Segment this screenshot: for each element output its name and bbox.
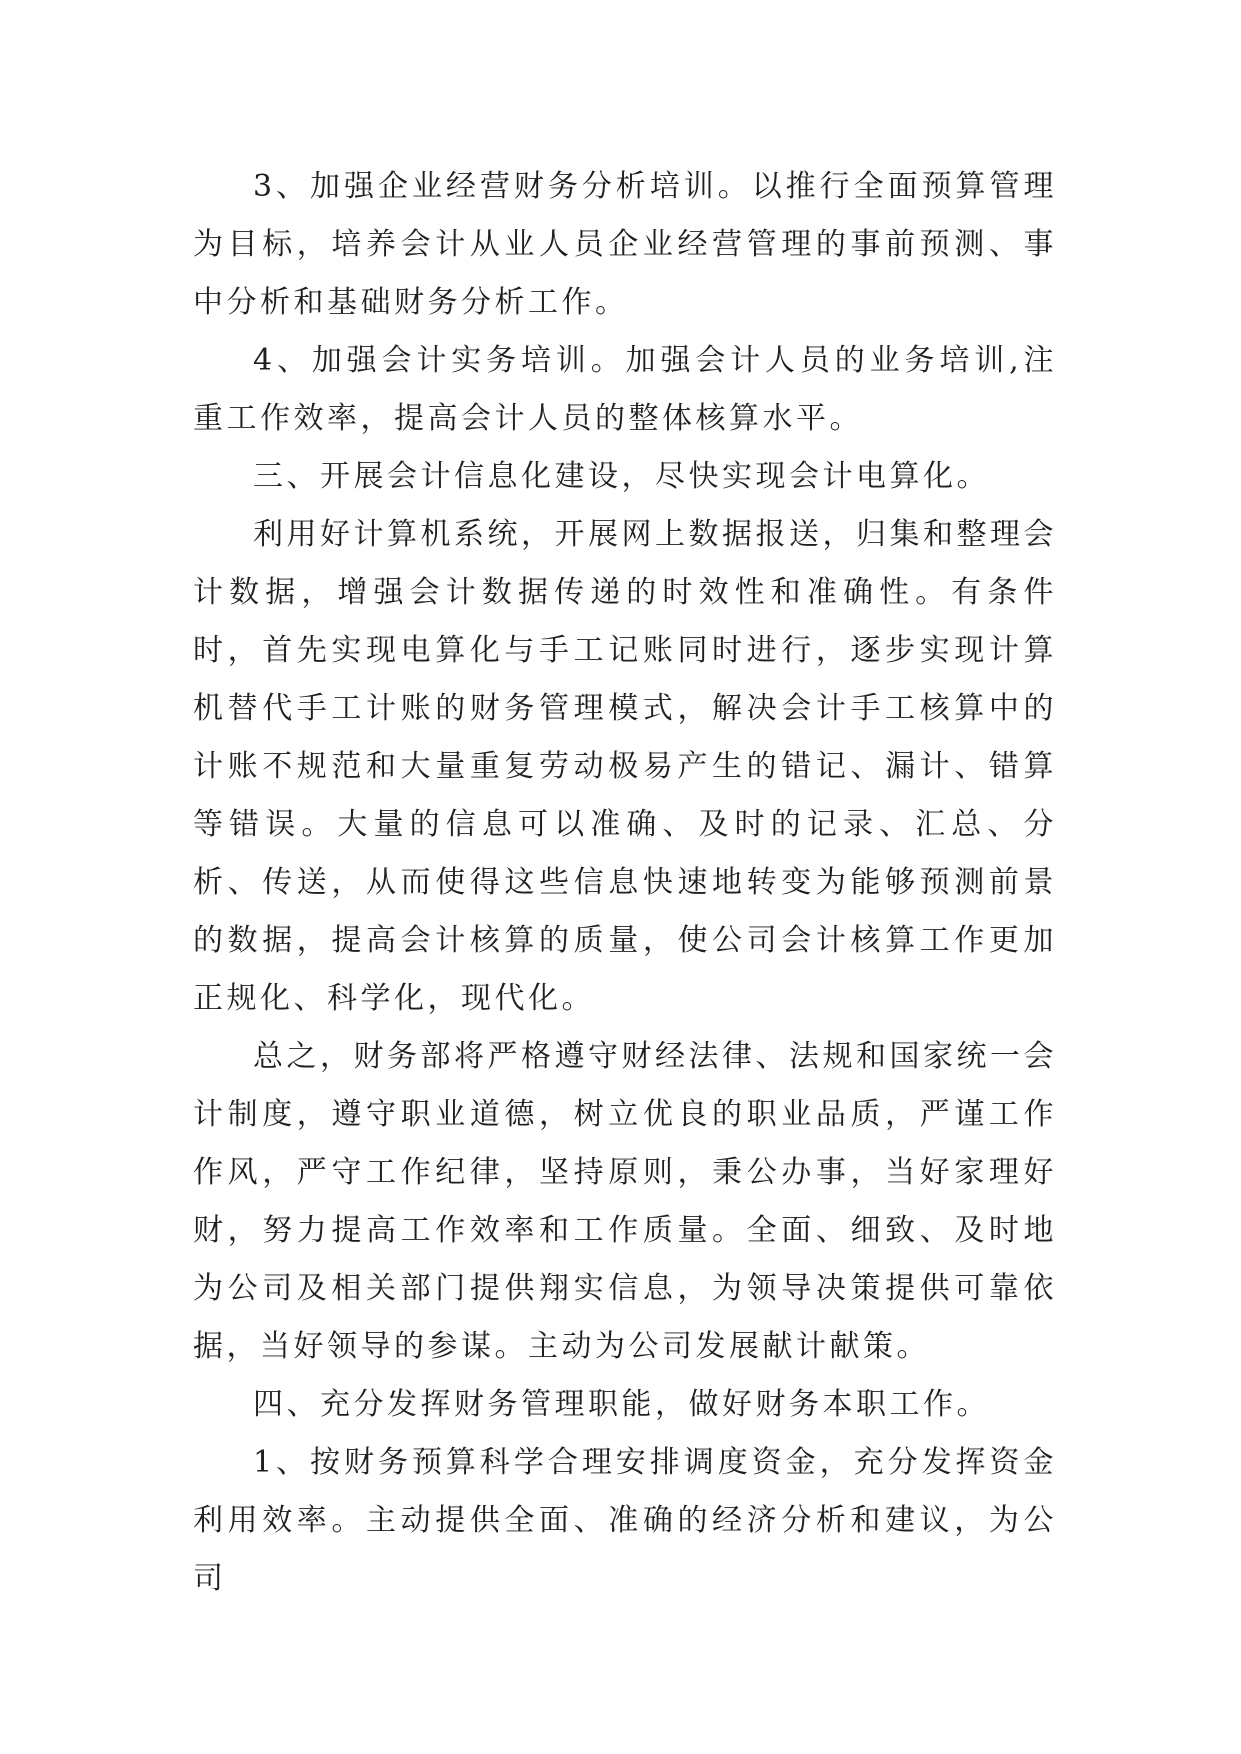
section-heading-informatization: 三、开展会计信息化建设，尽快实现会计电算化。 bbox=[253, 459, 990, 494]
paragraph-computerization: 利用好计算机系统，开展网上数据报送，归集和整理会计数据，增强会计数据传递的时效性和准确性。有条件时，首先实现电算化与手工记账同时进行，逐步实现计算机替代手工计账的财务管理模式，解决会计手工核算中的计账不规范和大量重复劳动极易产生的错记、漏计、错算等错误。大量的信息可以准确、及时的记录、汇总、分析、传送，从而使得这些信息快速地转变为能够预测前景的数据，提高会计核算的质量，使公司会计核算工作更加正规化、科学化，现代化。 bbox=[193, 517, 1057, 1016]
section-heading-management-function: 四、充分发挥财务管理职能，做好财务本职工作。 bbox=[253, 1387, 990, 1422]
paragraph-training-practice: 4、加强会计实务培训。加强会计人员的业务培训,注重工作效率，提高会计人员的整体核算水平。 bbox=[193, 343, 1057, 436]
paragraph-training-analysis: 3、加强企业经营财务分析培训。以推行全面预算管理为目标，培养会计从业人员企业经营管理的事前预测、事中分析和基础财务分析工作。 bbox=[193, 169, 1057, 320]
paragraph-fund-scheduling: 1、按财务预算科学合理安排调度资金，充分发挥资金利用效率。主动提供全面、准确的经济分析和建议，为公司 bbox=[193, 1445, 1057, 1596]
document-body bbox=[193, 158, 1057, 1608]
paragraph-summary: 总之，财务部将严格遵守财经法律、法规和国家统一会计制度，遵守职业道德，树立优良的职业品质，严谨工作作风，严守工作纪律，坚持原则，秉公办事，当好家理好财，努力提高工作效率和工作质量。全面、细致、及时地为公司及相关部门提供翔实信息，为领导决策提供可靠依据，当好领导的参谋。主动为公司发展献计献策。 bbox=[193, 1039, 1057, 1364]
